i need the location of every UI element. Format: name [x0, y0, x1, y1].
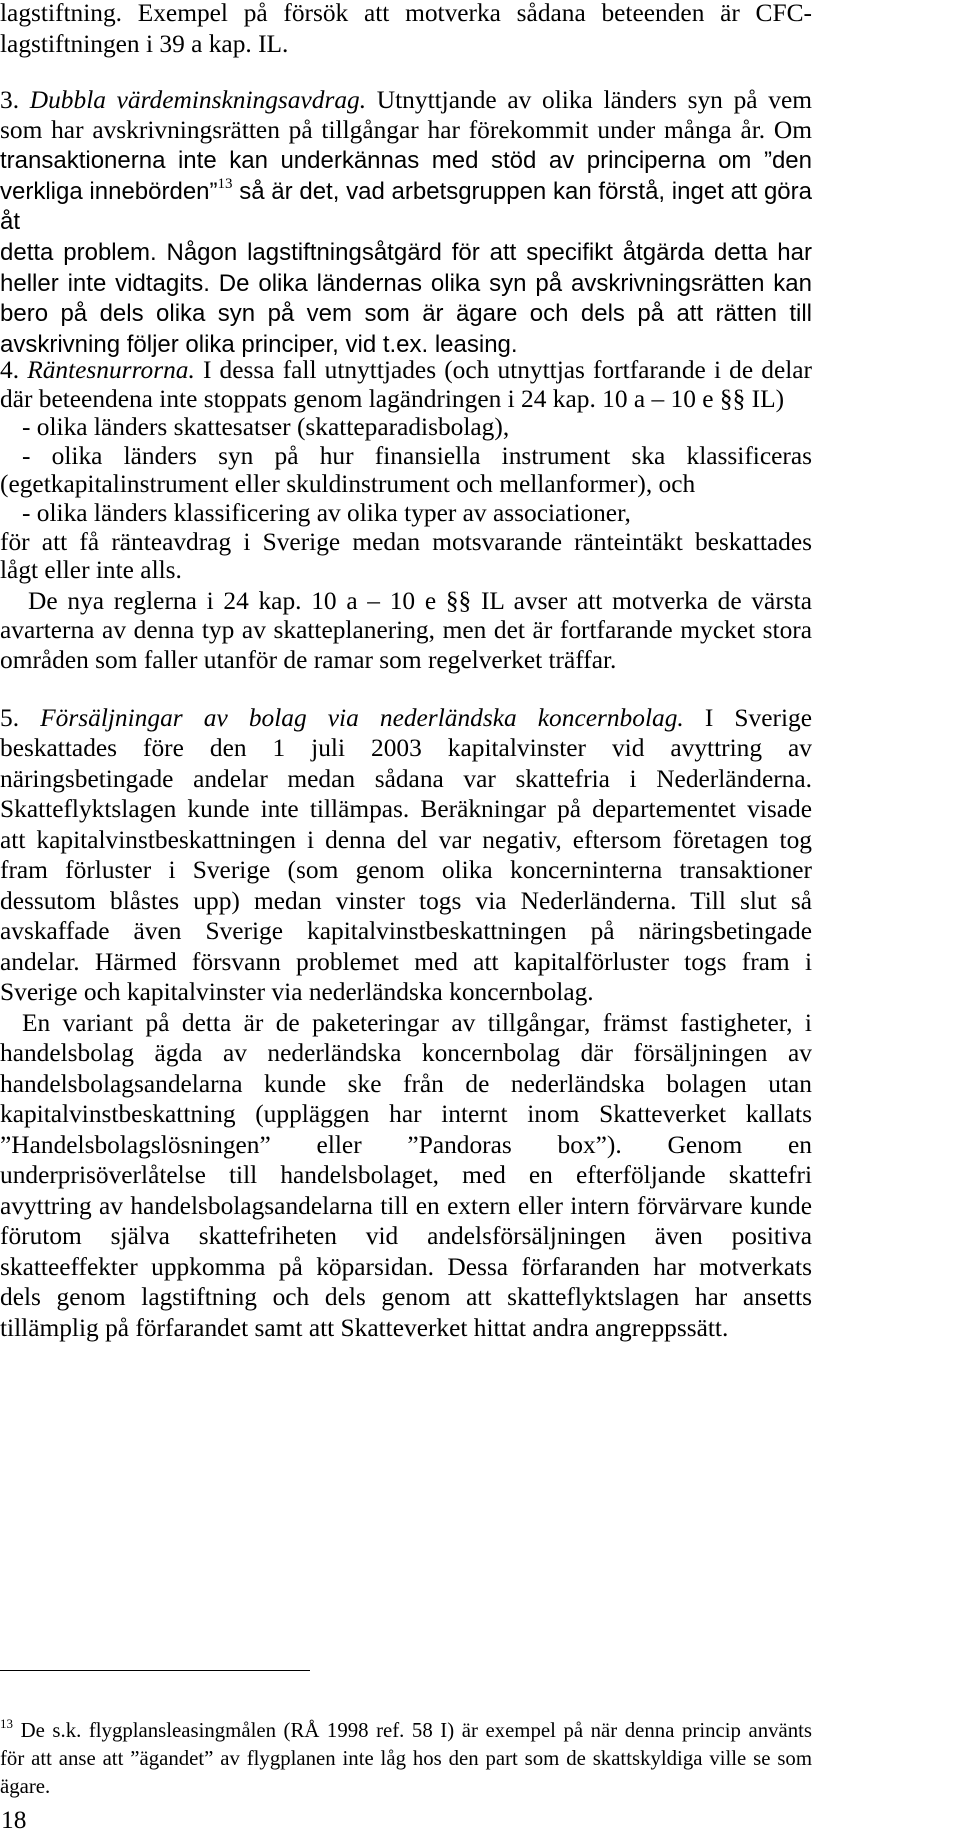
text-line: tillämplig på förfarandet samt att Skatteverket hittat andra angreppssätt.	[0, 1313, 729, 1342]
text-line: handelsbolag ägda av nederländska koncernbolag där försäljningen av	[0, 1039, 812, 1067]
list-item: - olika länders syn på hur finansiella instrument ska klassificeras	[22, 441, 812, 470]
text-line: En variant på detta är de paketeringar av tillgångar, främst fastigheter, i	[22, 1008, 812, 1037]
section-4	[0, 356, 812, 585]
text-line: Skatteflyktslagen kunde inte tillämpas. Beräkningar på departementet visade	[0, 795, 812, 823]
text-run: Utnyttjande av olika länders syn på vem	[376, 85, 812, 114]
text-line: transaktionerna inte kan underkännas med stöd av principerna om ”den	[0, 146, 812, 174]
section-number: 5.	[0, 703, 20, 732]
text-line: Sverige och kapitalvinster via nederländska koncernbolag.	[0, 978, 594, 1006]
text-line: (egetkapitalinstrument eller skuldinstrument och mellanformer), och	[0, 470, 696, 499]
footnote-marker: 13	[0, 1715, 13, 1731]
text-line: områden som faller utanför de ramar som regelverket träffar.	[0, 645, 617, 674]
text-line: lågt eller inte alls.	[0, 556, 182, 585]
page-number: 18	[1, 1806, 27, 1834]
text-line: handelsbolagsandelarna kunde ske från de nederländska bolagen utan	[0, 1069, 812, 1098]
text-line: kapitalvinstbeskattning (uppläggen har internt inom Skatteverket kallats	[0, 1100, 812, 1128]
section-4-paragraph	[0, 587, 812, 676]
text-line: lagstiftningen i 39 a kap. IL.	[0, 29, 289, 58]
section-heading: Räntesnurrorna.	[27, 356, 195, 384]
text-line: underprisöverlåtelse till handelsbolaget, med en efterföljande skattefri	[0, 1161, 812, 1189]
text-line: ”Handelsbolagslösningen” eller ”Pandoras box”). Genom en	[0, 1130, 812, 1159]
footnote-text: De s.k. flygplansleasingmålen (RÅ 1998 ref. 58 I) är exempel på när denna princip använts	[20, 1718, 813, 1742]
text-line	[0, 703, 812, 734]
text-line: att kapitalvinstbeskattningen i denna del var negativ, eftersom företagen tog	[0, 825, 812, 854]
text-line: lagstiftning. Exempel på försök att motverka sådana beteenden är CFC-	[0, 0, 812, 27]
text-line: förutom själva skattefriheten vid andelsförsäljningen även positiva	[0, 1222, 812, 1250]
text-line: beskattades före den 1 juli 2003 kapitalvinster vid avyttring av	[0, 734, 812, 762]
text-line: avarterna av denna typ av skatteplanering, men det är fortfarande mycket stora	[0, 616, 812, 645]
text-line: detta problem. Någon lagstiftningsåtgärd för att specifikt åtgärda detta har	[0, 239, 812, 267]
section-3	[0, 85, 812, 361]
text-line: dessutom blåstes upp) medan vinster togs via Nederländerna. Till slut så	[0, 886, 812, 915]
text-line: avyttring av handelsbolagsandelarna till en extern eller intern förvärvare kunde	[0, 1191, 812, 1220]
section-5	[0, 703, 812, 1344]
text-line: heller inte vidtagits. De olika ländernas olika syn på avskrivningsrätten kan	[0, 269, 812, 297]
text-line: andelar. Härmed försvann problemet med att kapitalförluster togs fram i	[0, 947, 812, 976]
paragraph-intro	[0, 0, 812, 59]
text-line	[0, 85, 812, 116]
section-number: 3.	[0, 85, 20, 114]
footnote-separator	[0, 1670, 310, 1671]
footnote-line: ägare.	[0, 1774, 51, 1798]
text-line: som har avskrivningsrätten på tillgångar har förekommit under många år. Om	[0, 116, 812, 145]
section-number: 4.	[0, 356, 20, 384]
text-run: I dessa fall utnyttjades (och utnyttjas fortfarande i de delar	[202, 356, 812, 384]
text-run: verkliga innebörden”	[0, 177, 218, 205]
text-line: dels genom lagstiftning och dels genom att skatteflyktslagen har ansetts	[0, 1283, 812, 1311]
text-line: näringsbetingade andelar medan sådana var skattefria i Nederländerna.	[0, 764, 812, 793]
list-item: - olika länders skattesatser (skatteparadisbolag),	[22, 413, 510, 442]
text-line	[0, 356, 812, 385]
footnote	[0, 1717, 812, 1801]
list-item: - olika länders klassificering av olika typer av associationer,	[22, 498, 631, 527]
text-run: så är det, vad arbetsgruppen kan förstå, inget att göra åt	[0, 177, 812, 236]
text-line: fram förluster i Sverige (som genom olika koncerninterna transaktioner	[0, 856, 812, 884]
footnote-ref: 13	[217, 175, 233, 192]
section-heading: Dubbla värdeminskningsavdrag.	[29, 85, 367, 114]
text-line	[0, 177, 812, 238]
text-line: De nya reglerna i 24 kap. 10 a – 10 e §§ IL avser att motverka de värsta	[28, 586, 812, 615]
footnote-line	[0, 1717, 812, 1745]
text-line: avskaffade även Sverige kapitalvinstbeskattningen på näringsbetingade	[0, 917, 812, 945]
section-heading: Försäljningar av bolag via nederländska koncernbolag.	[40, 703, 684, 732]
text-line: avskrivning följer olika principer, vid t.ex. leasing.	[0, 331, 518, 359]
text-line: där beteendena inte stoppats genom lagändringen i 24 kap. 10 a – 10 e §§ IL)	[0, 384, 785, 413]
text-run: I Sverige	[704, 703, 812, 732]
text-line: för att få ränteavdrag i Sverige medan motsvarande ränteintäkt beskattades	[0, 527, 812, 556]
text-line: bero på dels olika syn på vem som är ägare och dels på att rätten till	[0, 300, 812, 328]
text-line: skatteeffekter uppkomma på köparsidan. Dessa förfaranden har motverkats	[0, 1252, 812, 1281]
footnote-line: för att anse att ”ägandet” av flygplanen inte låg hos den part som de skattskyldiga ville se som	[0, 1746, 812, 1770]
